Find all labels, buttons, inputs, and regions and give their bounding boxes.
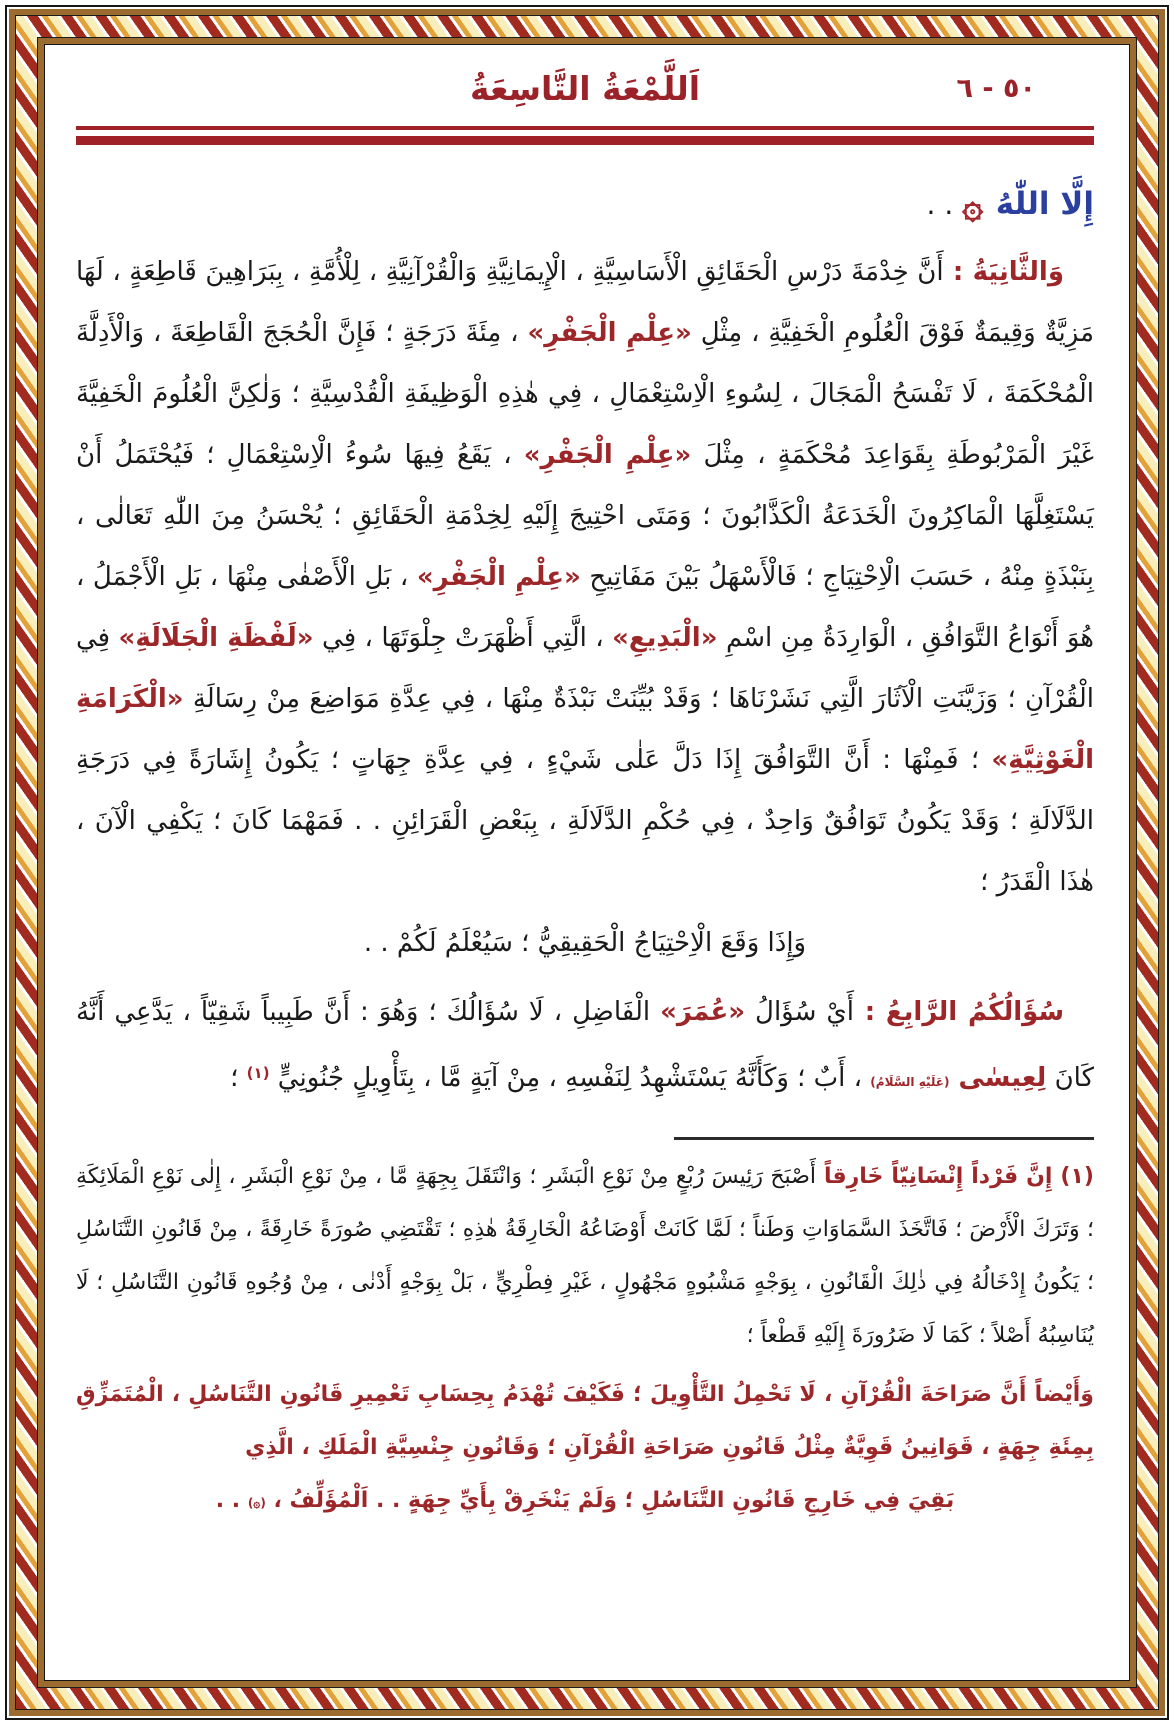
footnote-body bbox=[76, 1150, 1094, 1362]
text-segment: «لَفْظَةِ الْجَلَالَةِ» bbox=[118, 623, 314, 653]
page-content bbox=[76, 58, 1094, 1673]
text-segment: ؛ فَمِنْهَا : أَنَّ التَّوَافُقَ إِذَا دَلَّ عَلٰى شَيْءٍ ، فِي عِدَّةِ جِهَاتٍ ؛ يَكُونُ إِشَارَةً فِي دَرَجَةِ الدَّلَالَةِ ؛ وَقَدْ يَكُونُ تَوَافُقٌ وَاحِدٌ ، فِي حُكْمِ الدَّلَالَةِ ، بِبَعْضِ الْقَرَائِنِ . . فَمَهْمَا كَانَ ؛ يَكْفِي الْآنَ ، هٰذَا الْقَدَرُ ؛ bbox=[76, 745, 1094, 897]
text-segment: إِلَّا اللّٰهُ bbox=[995, 186, 1094, 222]
text-segment: ؛ bbox=[230, 1063, 247, 1093]
text-segment: (١) إِنَّ فَرْداً إِنْسَانِيّاً خَارِقاً bbox=[815, 1164, 1094, 1189]
paragraph-fourth-question bbox=[76, 982, 1094, 1113]
text-segment: وَأَيْضاً أَنَّ صَرَاحَةَ الْقُرْآنِ ، لَا تَحْمِلُ التَّأْوِيلَ ؛ فَكَيْفَ تُهْدَمُ بِحِسَابِ تَعْمِيرِ قَانُونِ التَّنَاسُلِ ، الْمُتَمَزِّقِ بِمِئَةِ جِهَةٍ ، قَوَانِينُ قَوِيَّةٌ مِثْلُ قَانُونِ صَرَاحَةِ الْقُرْآنِ ؛ وَقَانُونِ جِنْسِيَّةِ الْمَلَكِ ، الَّذِي bbox=[76, 1382, 1094, 1460]
calligraphic-seal-icon: (۞) bbox=[247, 1496, 266, 1510]
page-title: اَللَّمْعَةُ التَّاسِعَةُ bbox=[469, 69, 701, 108]
text-segment: وَالثَّانِيَةُ : bbox=[943, 257, 1064, 287]
footnote-red-body bbox=[76, 1368, 1094, 1474]
text-segment: ، مِئَةَ دَرَجَةٍ ؛ فَإِنَّ الْحُجَجَ الْقَاطِعَةَ ، وَالْأَدِلَّةَ الْمُحْكَمَةَ ، لَا تَفْسَحُ الْمَجَالَ ، لِسُوءِ الْاِسْتِعْمَالِ ، فِي هٰذِهِ الْوَظِيفَةِ الْقُدْسِيَّةِ ؛ وَلٰكِنَّ الْعُلُومَ الْخَفِيَّةَ غَيْرَ الْمَرْبُوطَةِ بِقَوَاعِدَ مُحْكَمَةٍ ، مِثْلَ bbox=[76, 318, 1094, 470]
text-segment: أَيْ سُؤَالُ bbox=[745, 997, 854, 1027]
text-segment: الْفَاضِلِ ، لَا سُؤَالُكَ ؛ وَهُوَ : أَنَّ طَبِيباً شَقِيّاً ، يَدَّعِي أَنَّهُ كَانَ bbox=[76, 997, 1094, 1093]
text-segment: ، الَّتِي أَظْهَرَتْ جِلْوَتَهَا ، فِي bbox=[313, 623, 613, 653]
rosette-ornament-icon: ۞ bbox=[962, 186, 996, 227]
text-segment: «عِلْمِ الْجَفْرِ» bbox=[523, 440, 692, 470]
text-segment: فِي الْقُرْآنِ ؛ وَزَيَّنَتِ الْآثَارَ الَّتِي نَشَرْنَاهَا ؛ وَقَدْ بُيِّنَتْ نَبْذَةٌ مِنْهَا ، فِي عِدَّةِ مَوَاضِعَ مِنْ رِسَالَةِ bbox=[76, 623, 1094, 714]
footnote-closing-line bbox=[76, 1474, 1094, 1530]
text-segment: «الْكَرَامَةِ الْغَوْثِيَّةِ» bbox=[76, 684, 1094, 775]
page-number: ٥٠ - ٦ bbox=[956, 73, 1036, 104]
text-segment: . . bbox=[215, 1488, 248, 1513]
opening-line bbox=[76, 175, 1094, 234]
text-segment: ، أَبٌ ؛ وَكَأَنَّهُ يَسْتَشْهِدُ لِنَفْسِهِ ، مِنْ آيَةٍ مَّا ، بِتَأْوِيلٍ جُنُونِيٍّ bbox=[269, 1063, 871, 1093]
text-segment: وَإِذَا وَقَعَ الْاِحْتِيَاجُ الْحَقِيقِيُّ ؛ سَيُعْلَمُ لَكُمْ . . bbox=[363, 928, 807, 958]
text-segment: أَصْبَحَ رَئِيسَ رُبْعٍ مِنْ نَوْعِ الْبَشَرِ ؛ وَانْتَقَلَ بِجِهَةٍ مَّا ، مِنْ نَوْعِ الْبَشَرِ ، إِلٰى نَوْعِ الْمَلَائِكَةِ ؛ وَتَرَكَ الْأَرْضَ ؛ فَاتَّخَذَ السَّمَاوَاتِ وَطَناً ؛ لَمَّا كَانَتْ أَوْضَاعُهُ الْخَارِقَةُ هٰذِهِ ؛ تَقْتَضِي صُورَةً خَارِقَةً ، مِنْ قَانُونِ التَّنَاسُلِ ؛ يَكُونُ إِدْخَالُهُ فِي ذٰلِكَ الْقَانُونِ ، بِوَجْهٍ مَشْبُوهٍ مَجْهُولٍ ، غَيْرِ فِطْرِيٍّ ، بَلْ بِوَجْهٍ أَدْنٰى ، مِنْ وُجُوهِ قَانُونِ التَّنَاسُلِ ؛ لَا يُنَاسِبُهُ أَصْلاً ؛ كَمَا لَا ضَرُورَةَ إِلَيْهِ قَطْعاً ؛ bbox=[76, 1164, 1094, 1348]
text-segment: «عُمَرَ» bbox=[660, 997, 746, 1027]
text-segment: «عِلْمِ الْجَفْرِ» bbox=[527, 318, 692, 348]
page-header bbox=[76, 58, 1094, 120]
header-rule-thick bbox=[76, 136, 1094, 145]
text-segment: «الْبَدِيعِ» bbox=[612, 623, 718, 653]
text-segment: «عِلْمِ الْجَفْرِ» bbox=[416, 562, 581, 592]
text-segment: ، بَلِ الْأَصْفٰى مِنْهَا ، بَلِ الْأَجْمَلُ ، هُوَ أَنْوَاعُ التَّوَافُقِ ، الْوَارِدَةُ مِنِ اسْمِ bbox=[76, 562, 1094, 653]
paragraph-second-point bbox=[76, 242, 1094, 913]
footnote-separator-rule bbox=[674, 1137, 1094, 1140]
calligraphic-seal-icon: (عَلَيْهِ السَّلَامُ) bbox=[870, 1075, 950, 1089]
text-segment: لِعِيسٰى bbox=[949, 1063, 1047, 1093]
text-segment: . . bbox=[926, 188, 963, 221]
footnote-marker: (١) bbox=[246, 1064, 270, 1082]
text-segment: بَقِيَ فِي خَارِجِ قَانُونِ التَّنَاسُلِ ؛ وَلَمْ يَنْخَرِقْ بِأَيِّ جِهَةٍ . . اَلْمُؤَلِّفُ ، bbox=[265, 1488, 955, 1513]
text-segment: سُؤَالُكُمُ الرَّابِعُ : bbox=[853, 997, 1065, 1027]
paragraph-second-point-closing bbox=[76, 913, 1094, 974]
header-rule-thin bbox=[76, 126, 1094, 130]
text-segment: أَنَّ خِدْمَةَ دَرْسِ الْحَقَائِقِ الْأَسَاسِيَّةِ ، الْإِيمَانِيَّةِ وَالْقُرْآنِيَّةِ ، لِلْأُمَّةِ ، بِبَرَاهِينَ قَاطِعَةٍ ، لَهَا مَزِيَّةٌ وَقِيمَةٌ فَوْقَ الْعُلُومِ الْخَفِيَّةِ ، مِثْلِ bbox=[76, 257, 1094, 348]
text-segment: ، يَقَعُ فِيهَا سُوءُ الْاِسْتِعْمَالِ ؛ فَيُحْتَمَلُ أَنْ يَسْتَغِلَّهَا الْمَاكِرُونَ الْخَدَعَةُ الْكَذَّابُونَ ؛ وَمَتَى احْتِيجَ إِلَيْهِ لِخِدْمَةِ الْحَقَائِقِ ؛ يُحْسَنُ مِنَ اللّٰهِ تَعَالٰى ، بِنَبْذَةٍ مِنْهُ ، حَسَبَ الْاِحْتِيَاجِ ؛ فَالْأَسْهَلُ بَيْنَ مَفَاتِيحِ bbox=[76, 440, 1094, 592]
